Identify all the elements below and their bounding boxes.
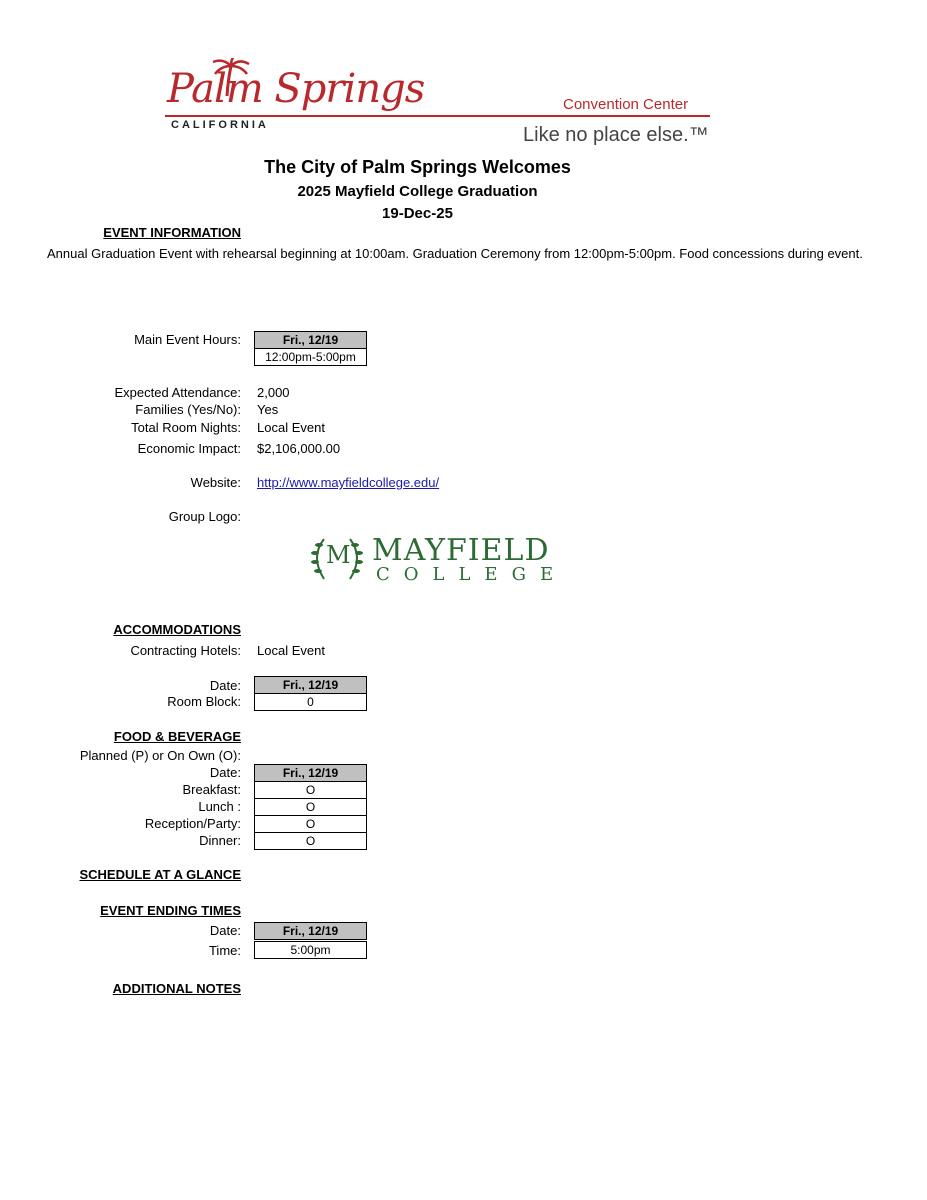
families-label: Families (Yes/No): bbox=[135, 402, 241, 417]
ending-date: Fri., 12/19 bbox=[254, 922, 367, 940]
website-link[interactable]: http://www.mayfieldcollege.edu/ bbox=[257, 475, 440, 490]
event-information-heading: EVENT INFORMATION bbox=[103, 225, 241, 240]
schedule-heading: SCHEDULE AT A GLANCE bbox=[79, 867, 241, 882]
room-block-label: Room Block: bbox=[167, 694, 241, 709]
ending-time-label: Time: bbox=[208, 943, 241, 958]
group-logo-name: MAYFIELD bbox=[372, 533, 550, 568]
planned-label: Planned (P) or On Own (O): bbox=[79, 748, 241, 763]
reception-label: Reception/Party: bbox=[144, 816, 241, 831]
contracting-hotels-label: Contracting Hotels: bbox=[130, 643, 241, 658]
main-hours-day: Fri., 12/19 bbox=[254, 331, 367, 349]
page-date: 19-Dec-25 bbox=[382, 205, 453, 222]
lunch-value: O bbox=[254, 798, 367, 816]
reception-value: O bbox=[254, 815, 367, 833]
room-block-value: 0 bbox=[254, 693, 367, 711]
accommodations-heading: ACCOMMODATIONS bbox=[113, 622, 241, 637]
accommodations-date-label: Date: bbox=[209, 678, 241, 693]
attendance-label: Expected Attendance: bbox=[114, 385, 241, 400]
mayfield-college-logo bbox=[306, 531, 571, 587]
group-logo-sub: COLLEGE bbox=[376, 564, 568, 585]
contracting-hotels-value: Local Event bbox=[257, 643, 325, 658]
additional-notes-heading: ADDITIONAL NOTES bbox=[112, 981, 241, 996]
accommodations-date: Fri., 12/19 bbox=[254, 676, 367, 694]
group-logo-label: Group Logo: bbox=[168, 509, 241, 524]
food-date-label: Date: bbox=[209, 765, 241, 780]
website-label: Website: bbox=[190, 475, 241, 490]
page-title: The City of Palm Springs Welcomes bbox=[264, 157, 571, 177]
ending-time: 5:00pm bbox=[254, 941, 367, 959]
logo-state: CALIFORNIA bbox=[171, 119, 269, 131]
palm-springs-logo bbox=[165, 58, 715, 150]
event-description: Annual Graduation Event with rehearsal beginning at 10:00am. Graduation Ceremony from 12:00pm-5:00pm. Food concessions during event. bbox=[47, 246, 863, 261]
ending-times-heading: EVENT ENDING TIMES bbox=[100, 903, 241, 918]
lunch-label: Lunch : bbox=[198, 799, 241, 814]
dinner-value: O bbox=[254, 832, 367, 850]
page-subtitle: 2025 Mayfield College Graduation bbox=[297, 183, 538, 200]
economic-impact-value: $2,106,000.00 bbox=[257, 441, 341, 456]
families-value: Yes bbox=[257, 402, 279, 417]
logo-brand: Palm Springs bbox=[167, 66, 425, 112]
attendance-value: 2,000 bbox=[257, 385, 290, 400]
food-beverage-heading: FOOD & BEVERAGE bbox=[113, 729, 241, 744]
dinner-label: Dinner: bbox=[199, 833, 241, 848]
economic-impact-label: Economic Impact: bbox=[137, 441, 241, 456]
food-date: Fri., 12/19 bbox=[254, 764, 367, 782]
logo-tagline: Like no place else.™ bbox=[523, 124, 709, 146]
breakfast-label: Breakfast: bbox=[182, 782, 241, 797]
main-hours-label: Main Event Hours: bbox=[134, 332, 241, 347]
logo-venue: Convention Center bbox=[563, 96, 689, 113]
group-logo-mark: M bbox=[326, 541, 351, 569]
main-hours-time: 12:00pm-5:00pm bbox=[254, 348, 367, 366]
room-nights-value: Local Event bbox=[257, 420, 325, 435]
breakfast-value: O bbox=[254, 781, 367, 799]
ending-date-label: Date: bbox=[209, 923, 241, 938]
room-nights-label: Total Room Nights: bbox=[131, 420, 241, 435]
